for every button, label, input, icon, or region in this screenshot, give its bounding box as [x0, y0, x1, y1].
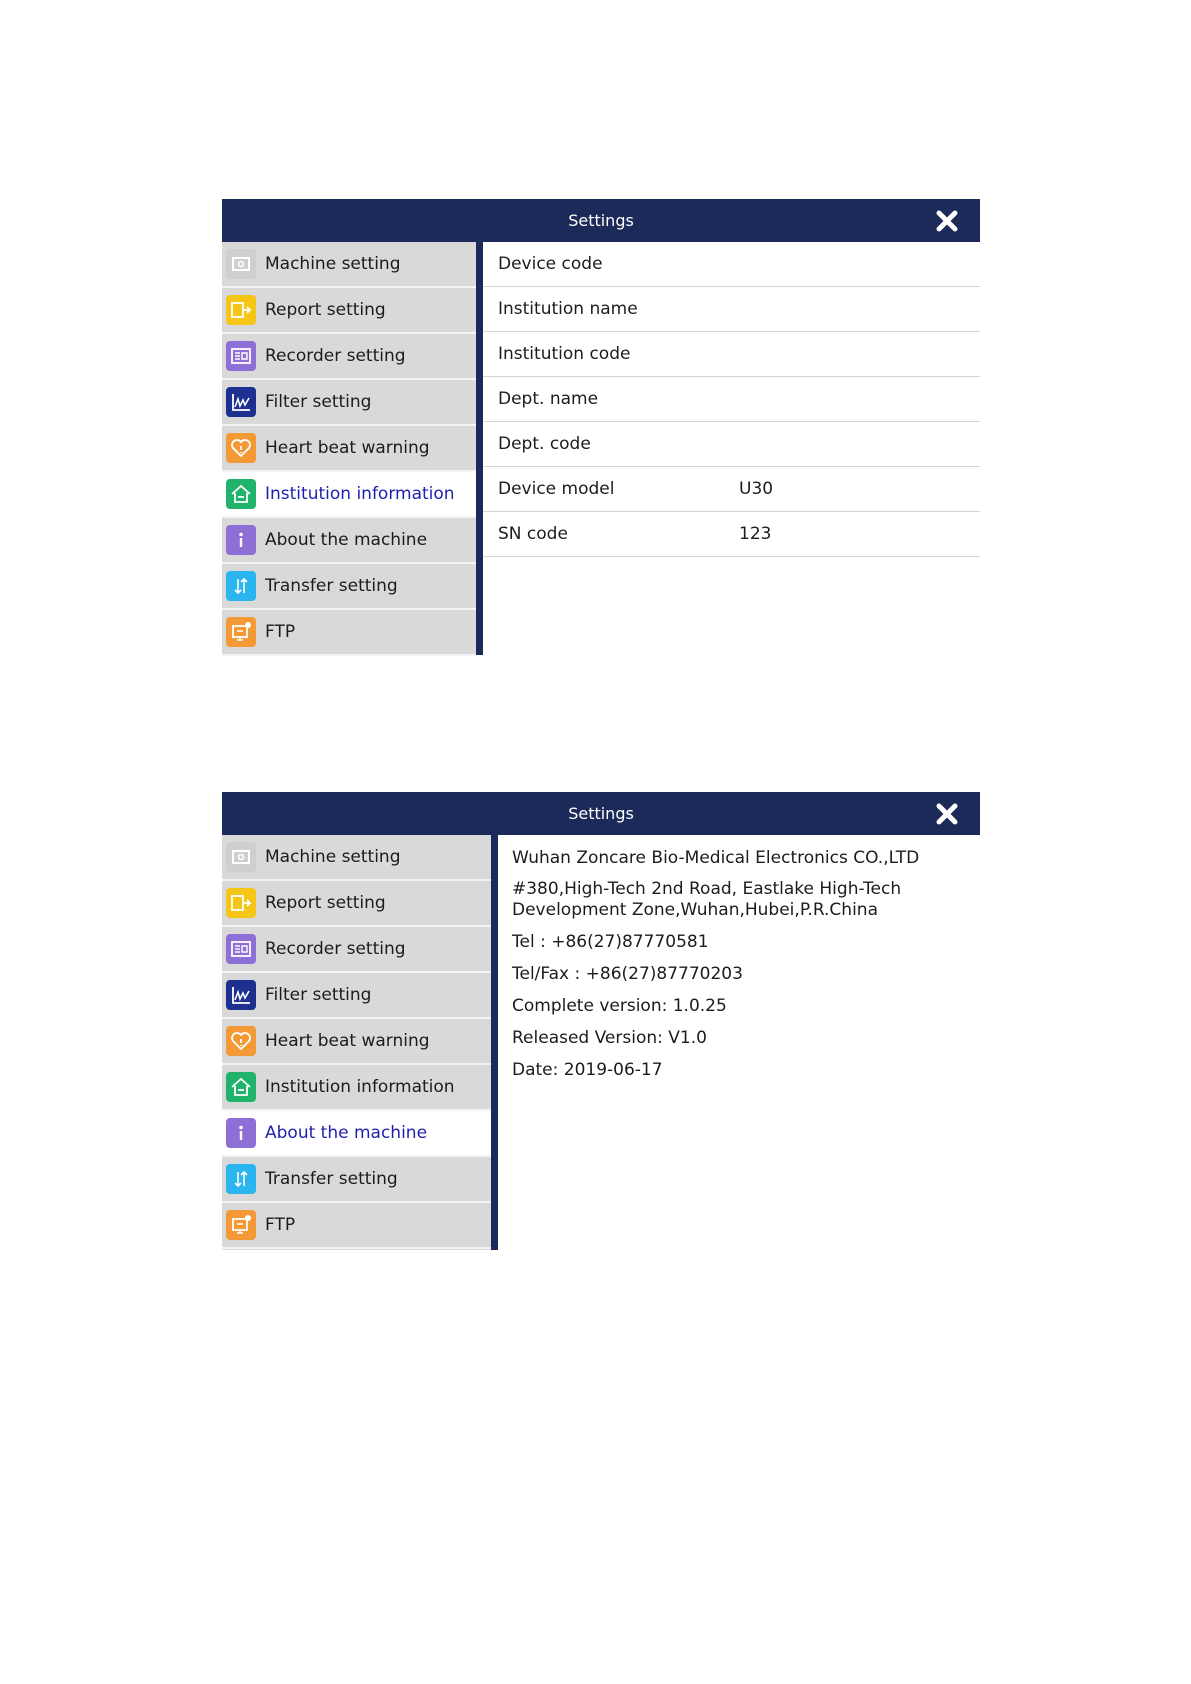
- info-row-sn-code: [483, 512, 980, 557]
- fax: Tel/Fax : +86(27)87770203: [512, 964, 743, 984]
- row-label: Institution code: [498, 344, 631, 364]
- row-value: 123: [739, 524, 772, 544]
- row-label: Dept. name: [498, 389, 599, 409]
- heart-beat-warning-icon: [226, 433, 256, 463]
- ftp-icon: [226, 1210, 256, 1240]
- about-machine-info: [498, 835, 980, 1250]
- sidebar-item-label: Filter setting: [265, 985, 372, 1005]
- ftp-icon: [226, 617, 256, 647]
- settings-window-about: [222, 792, 980, 1250]
- sidebar-item-label: Institution information: [265, 1077, 455, 1097]
- close-button[interactable]: [934, 208, 960, 234]
- institution-information-icon: [226, 1072, 256, 1102]
- sidebar-item-heart-beat-warning[interactable]: [222, 426, 476, 472]
- sidebar-item-label: Transfer setting: [265, 1169, 398, 1189]
- close-icon: [934, 208, 960, 234]
- info-icon: [226, 1118, 256, 1148]
- sidebar-item-ftp[interactable]: [222, 1203, 491, 1249]
- sidebar-item-label: Machine setting: [265, 847, 401, 867]
- sidebar-item-filter-setting[interactable]: [222, 973, 491, 1019]
- filter-setting-icon: [226, 980, 256, 1010]
- sidebar-item-label: About the machine: [265, 1123, 428, 1143]
- complete-version: Complete version: 1.0.25: [512, 996, 727, 1016]
- sidebar-item-report-setting[interactable]: [222, 881, 491, 927]
- info-row-device-model: [483, 467, 980, 512]
- transfer-setting-icon: [226, 571, 256, 601]
- row-label: Institution name: [498, 299, 638, 319]
- sidebar-item-institution-information[interactable]: [222, 472, 476, 518]
- sidebar-divider: [491, 835, 498, 1250]
- sidebar-item-label: Machine setting: [265, 254, 401, 274]
- sidebar-item-label: Filter setting: [265, 392, 372, 412]
- title-bar: [222, 199, 980, 242]
- sidebar-item-label: FTP: [265, 1215, 296, 1235]
- address-line: Development Zone,Wuhan,Hubei,P.R.China: [512, 900, 878, 920]
- row-value: U30: [739, 479, 774, 499]
- report-setting-icon: [226, 295, 256, 325]
- recorder-setting-icon: [226, 934, 256, 964]
- sidebar-item-machine-setting[interactable]: [222, 835, 491, 881]
- company-name: Wuhan Zoncare Bio-Medical Electronics CO.,LTD: [512, 848, 920, 868]
- institution-info-list: [483, 242, 980, 655]
- settings-sidebar: [222, 835, 491, 1250]
- sidebar-item-label: Report setting: [265, 893, 386, 913]
- sidebar-item-label: Heart beat warning: [265, 1031, 430, 1051]
- info-row-dept-code[interactable]: [483, 422, 980, 467]
- recorder-setting-icon: [226, 341, 256, 371]
- release-date: Date: 2019-06-17: [512, 1060, 663, 1080]
- row-label: Device code: [498, 254, 603, 274]
- sidebar-item-label: Transfer setting: [265, 576, 398, 596]
- company-address: [512, 879, 980, 921]
- window-title: Settings: [568, 804, 634, 823]
- sidebar-item-label: About the machine: [265, 530, 428, 550]
- sidebar-item-recorder-setting[interactable]: [222, 334, 476, 380]
- close-button[interactable]: [934, 801, 960, 827]
- report-setting-icon: [226, 888, 256, 918]
- info-row-device-code[interactable]: [483, 242, 980, 287]
- sidebar-item-label: Recorder setting: [265, 939, 406, 959]
- row-label: Dept. code: [498, 434, 591, 454]
- filter-setting-icon: [226, 387, 256, 417]
- window-title: Settings: [568, 211, 634, 230]
- address-line: #380,High-Tech 2nd Road, Eastlake High-Tech: [512, 879, 902, 899]
- telephone: Tel : +86(27)87770581: [512, 932, 709, 952]
- sidebar-item-recorder-setting[interactable]: [222, 927, 491, 973]
- sidebar-item-label: Report setting: [265, 300, 386, 320]
- sidebar-item-machine-setting[interactable]: [222, 242, 476, 288]
- sidebar-item-about-the-machine[interactable]: [222, 1111, 491, 1157]
- heart-beat-warning-icon: [226, 1026, 256, 1056]
- sidebar-divider: [476, 242, 483, 655]
- transfer-setting-icon: [226, 1164, 256, 1194]
- sidebar-item-transfer-setting[interactable]: [222, 1157, 491, 1203]
- machine-setting-icon: [226, 249, 256, 279]
- sidebar-item-label: FTP: [265, 622, 296, 642]
- settings-window-institution: [222, 199, 980, 655]
- row-label: SN code: [498, 524, 568, 544]
- row-label: Device model: [498, 479, 615, 499]
- close-icon: [934, 801, 960, 827]
- info-row-dept-name[interactable]: [483, 377, 980, 422]
- sidebar-item-label: Recorder setting: [265, 346, 406, 366]
- sidebar-item-about-the-machine[interactable]: [222, 518, 476, 564]
- institution-information-icon: [226, 479, 256, 509]
- info-row-institution-code[interactable]: [483, 332, 980, 377]
- sidebar-item-ftp[interactable]: [222, 610, 476, 656]
- info-icon: [226, 525, 256, 555]
- machine-setting-icon: [226, 842, 256, 872]
- sidebar-item-institution-information[interactable]: [222, 1065, 491, 1111]
- sidebar-item-heart-beat-warning[interactable]: [222, 1019, 491, 1065]
- sidebar-item-label: Institution information: [265, 484, 455, 504]
- title-bar: [222, 792, 980, 835]
- sidebar-item-report-setting[interactable]: [222, 288, 476, 334]
- released-version: Released Version: V1.0: [512, 1028, 707, 1048]
- sidebar-item-label: Heart beat warning: [265, 438, 430, 458]
- settings-sidebar: [222, 242, 476, 655]
- sidebar-item-filter-setting[interactable]: [222, 380, 476, 426]
- sidebar-item-transfer-setting[interactable]: [222, 564, 476, 610]
- info-row-institution-name[interactable]: [483, 287, 980, 332]
